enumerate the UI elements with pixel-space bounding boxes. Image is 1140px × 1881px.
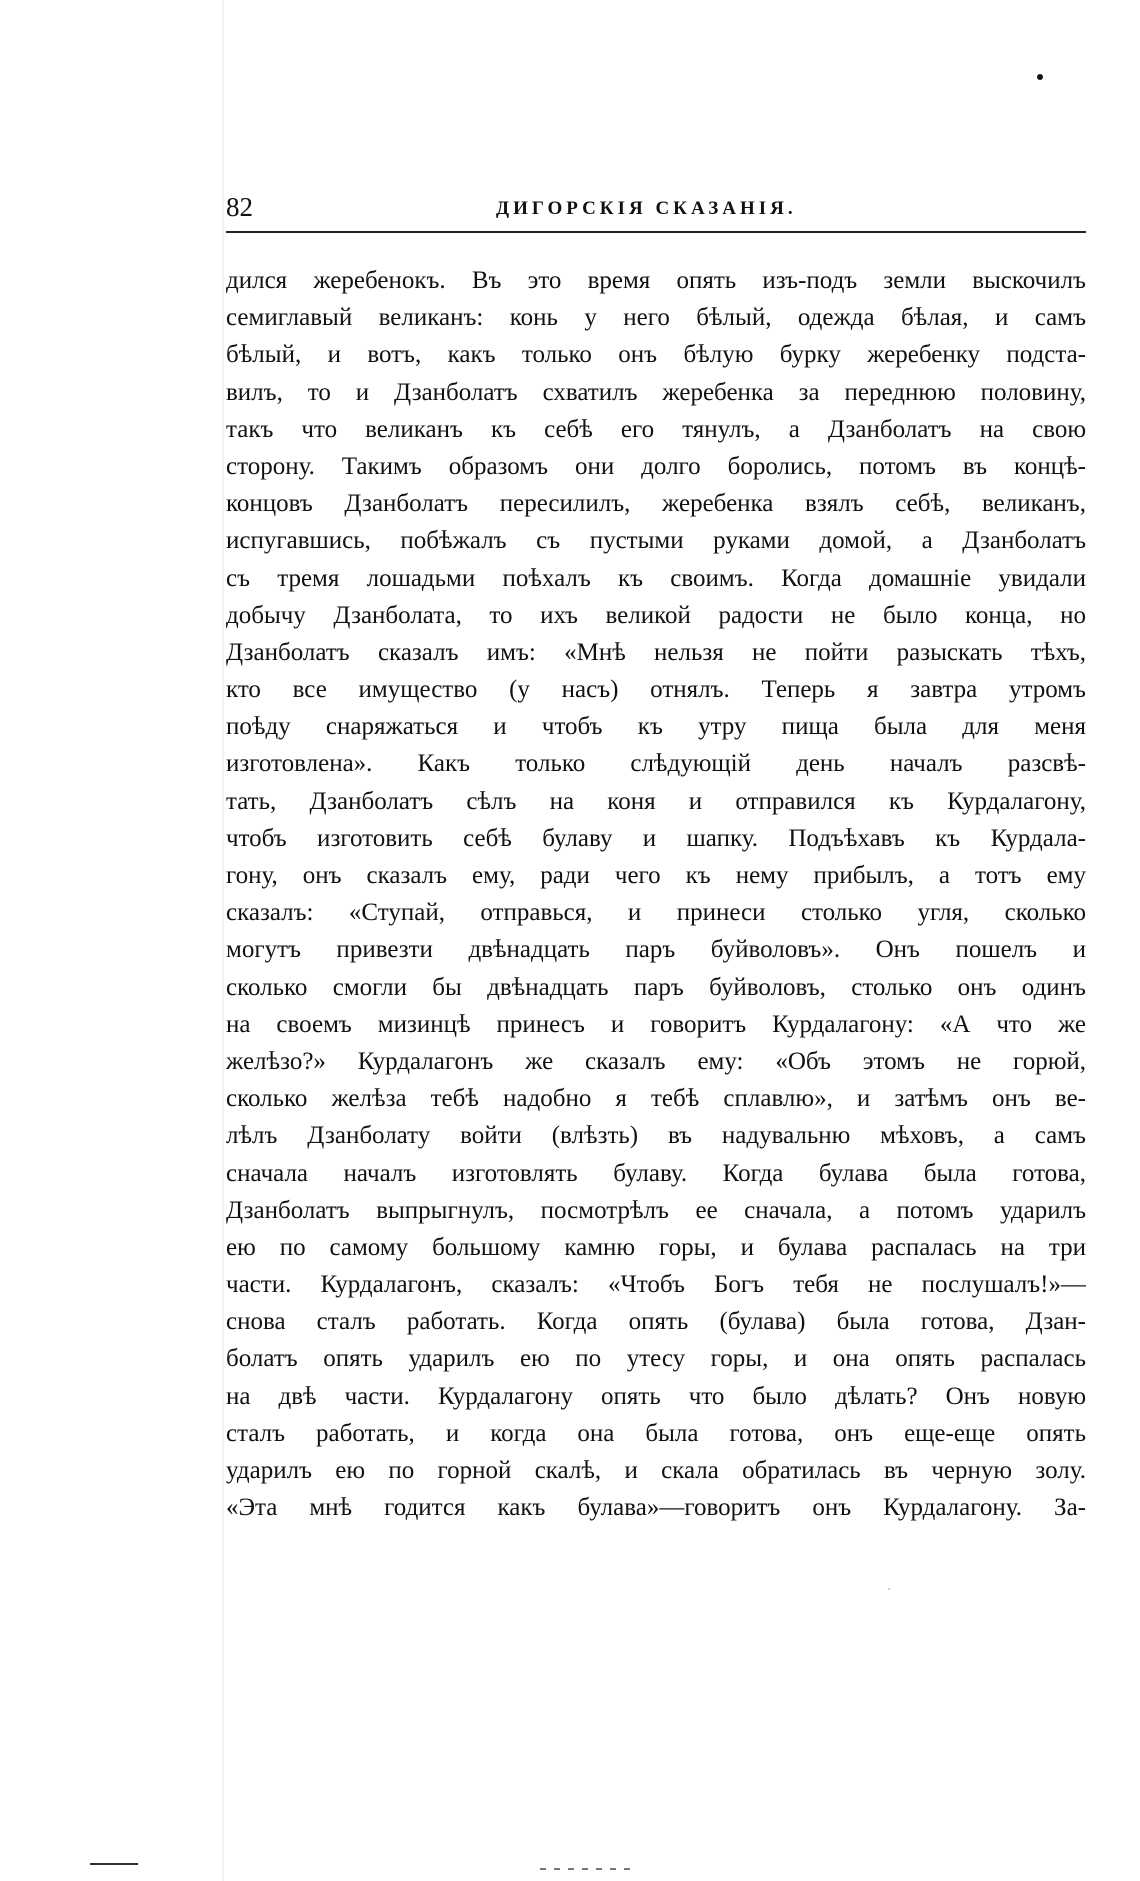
text-line: Дзанболатъ выпрыгнулъ, посмотрѣлъ ее сначала, а потомъ ударилъ xyxy=(226,1196,1086,1224)
body-text xyxy=(226,262,1086,1526)
text-line: сталъ работать, и когда она была готова, онъ еще-еще опять xyxy=(226,1419,1086,1447)
text-line: гону, онъ сказалъ ему, ради чего къ нему прибылъ, а тотъ ему xyxy=(226,862,1086,889)
text-line: поѣду снаряжаться и чтобъ къ утру пища была для меня xyxy=(226,713,1086,741)
text-line: лѣлъ Дзанболату войти (влѣзть) въ надувальню мѣховъ, а самъ xyxy=(226,1122,1086,1150)
text-line: «Эта мнѣ годится какъ булава»—говоритъ онъ Курдалагону. За- xyxy=(226,1494,1086,1522)
text-line: сначала началъ изготовлять булаву. Когда булава была готова, xyxy=(226,1159,1086,1187)
text-line: на двѣ части. Курдалагону опять что было дѣлать? Онъ новую xyxy=(226,1382,1086,1410)
text-line: изготовлена». Какъ только слѣдующій день началъ разсвѣ- xyxy=(226,750,1086,778)
text-line: на своемъ мизинцѣ принесъ и говоритъ Курдалагону: «А что же xyxy=(226,1010,1086,1038)
text-line: испугавшись, побѣжалъ съ пустыми руками домой, а Дзанболатъ xyxy=(226,527,1086,555)
header-rule xyxy=(226,231,1086,233)
text-line: сторону. Такимъ образомъ они долго боролись, потомъ въ концѣ- xyxy=(226,452,1086,480)
bottom-faint-marks xyxy=(540,1868,630,1870)
text-line: тать, Дзанболатъ сѣлъ на коня и отправился къ Курдалагону, xyxy=(226,787,1086,815)
bottom-edge-mark xyxy=(90,1863,138,1865)
text-line: такъ что великанъ къ себѣ его тянулъ, а Дзанболатъ на свою xyxy=(226,415,1086,443)
paper-speck xyxy=(888,1588,890,1590)
text-line: добычу Дзанболата, то ихъ великой радости не было конца, но xyxy=(226,601,1086,629)
running-title: ДИГОРСКІЯ СКАЗАНІЯ. xyxy=(496,198,797,219)
ink-dot xyxy=(1037,74,1043,80)
text-line: сколько желѣза тебѣ надобно я тебѣ сплавлю», и затѣмъ онъ ве- xyxy=(226,1085,1086,1113)
text-line: семиглавый великанъ: конь у него бѣлый, одежда бѣлая, и самъ xyxy=(226,304,1086,332)
text-line: могутъ привезти двѣнадцать паръ буйволовъ». Онъ пошелъ и xyxy=(226,936,1086,964)
text-line: концовъ Дзанболатъ пересилилъ, жеребенка взялъ себѣ, великанъ, xyxy=(226,490,1086,518)
page-gutter-shadow xyxy=(222,0,224,1881)
page-number: 82 xyxy=(226,192,253,222)
text-line: болатъ опять ударилъ ею по утесу горы, и она опять распалась xyxy=(226,1345,1086,1373)
text-line: части. Курдалагонъ, сказалъ: «Чтобъ Богъ тебя не послушалъ!»— xyxy=(226,1271,1086,1299)
text-line: снова сталъ работать. Когда опять (булава) была готова, Дзан- xyxy=(226,1308,1086,1336)
text-line: сколько смогли бы двѣнадцать паръ буйволовъ, столько онъ одинъ xyxy=(226,973,1086,1001)
text-line: дился жеребенокъ. Въ это время опять изъ-подъ земли выскочилъ xyxy=(226,267,1086,294)
text-line: желѣзо?» Курдалагонъ же сказалъ ему: «Объ этомъ не горюй, xyxy=(226,1047,1086,1075)
text-line: съ тремя лошадьми поѣхалъ къ своимъ. Когда домашніе увидали xyxy=(226,564,1086,592)
text-line: вилъ, то и Дзанболатъ схватилъ жеребенка за переднюю половину, xyxy=(226,378,1086,406)
text-line: сказалъ: «Ступай, отправься, и принеси столько угля, сколько xyxy=(226,899,1086,927)
text-line: бѣлый, и вотъ, какъ только онъ бѣлую бурку жеребенку подста- xyxy=(226,341,1086,369)
text-line: ударилъ ею по горной скалѣ, и скала обратилась въ черную золу. xyxy=(226,1457,1086,1484)
text-line: ею по самому большому камню горы, и булава распалась на три xyxy=(226,1233,1086,1261)
text-line: Дзанболатъ сказалъ имъ: «Мнѣ нельзя не пойти разыскать тѣхъ, xyxy=(226,638,1086,666)
text-line: кто все имущество (у насъ) отнялъ. Теперь я завтра утромъ xyxy=(226,676,1086,704)
text-line: чтобъ изготовить себѣ булаву и шапку. Подъѣхавъ къ Курдала- xyxy=(226,824,1086,852)
page-header xyxy=(226,192,1086,228)
